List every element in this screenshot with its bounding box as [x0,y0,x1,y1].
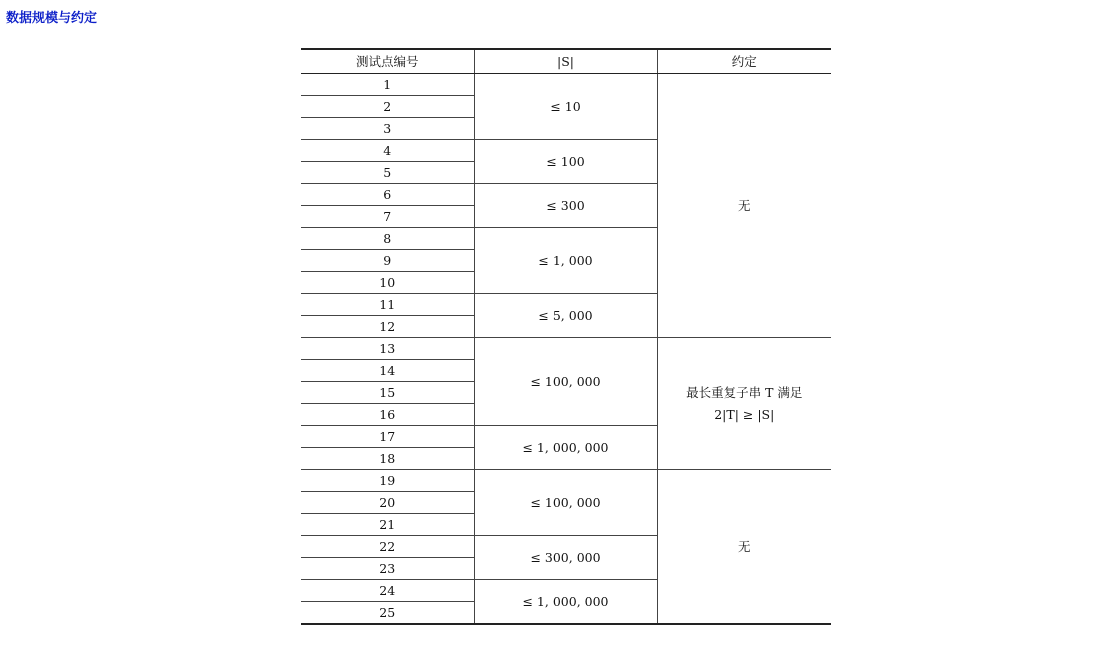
test-id-cell: 13 [301,338,474,360]
size-range-cell: ≤ 100, 000 [474,338,657,426]
header-condition: 约定 [657,49,831,74]
table-row [301,338,831,360]
condition-text: 2|T| ≥ |S| [714,406,775,422]
test-id-cell: 11 [301,294,474,316]
test-id-cell: 17 [301,426,474,448]
table-body [301,74,831,625]
header-size: |S| [474,49,657,74]
header-test-id: 测试点编号 [301,49,474,74]
table-header-row [301,49,831,74]
test-id-cell: 15 [301,382,474,404]
size-range-cell: ≤ 100 [474,140,657,184]
condition-text: 最长重复子串 T 满足 [686,384,803,400]
test-id-cell: 1 [301,74,474,96]
test-id-cell: 3 [301,118,474,140]
test-id-cell: 9 [301,250,474,272]
size-range-cell: ≤ 100, 000 [474,470,657,536]
test-id-cell: 16 [301,404,474,426]
size-range-cell: ≤ 10 [474,74,657,140]
test-id-cell: 22 [301,536,474,558]
size-range-cell: ≤ 1, 000, 000 [474,580,657,625]
condition-text: 无 [737,197,751,213]
test-id-cell: 8 [301,228,474,250]
test-id-cell: 12 [301,316,474,338]
table-row [301,470,831,492]
test-id-cell: 5 [301,162,474,184]
test-id-cell: 4 [301,140,474,162]
test-id-cell: 2 [301,96,474,118]
test-id-cell: 25 [301,602,474,625]
size-range-cell: ≤ 1, 000 [474,228,657,294]
test-id-cell: 20 [301,492,474,514]
test-id-cell: 6 [301,184,474,206]
test-id-cell: 10 [301,272,474,294]
size-range-cell: ≤ 300, 000 [474,536,657,580]
constraints-table [301,48,831,625]
size-range-cell: ≤ 300 [474,184,657,228]
table-row [301,74,831,96]
test-id-cell: 19 [301,470,474,492]
test-id-cell: 24 [301,580,474,602]
test-id-cell: 14 [301,360,474,382]
test-id-cell: 21 [301,514,474,536]
condition-text: 无 [737,538,751,554]
section-title: 数据规模与约定 [6,11,98,26]
condition-cell [657,470,831,625]
size-range-cell: ≤ 1, 000, 000 [474,426,657,470]
test-id-cell: 23 [301,558,474,580]
condition-cell [657,338,831,470]
condition-cell [657,74,831,338]
test-id-cell: 18 [301,448,474,470]
size-range-cell: ≤ 5, 000 [474,294,657,338]
test-id-cell: 7 [301,206,474,228]
